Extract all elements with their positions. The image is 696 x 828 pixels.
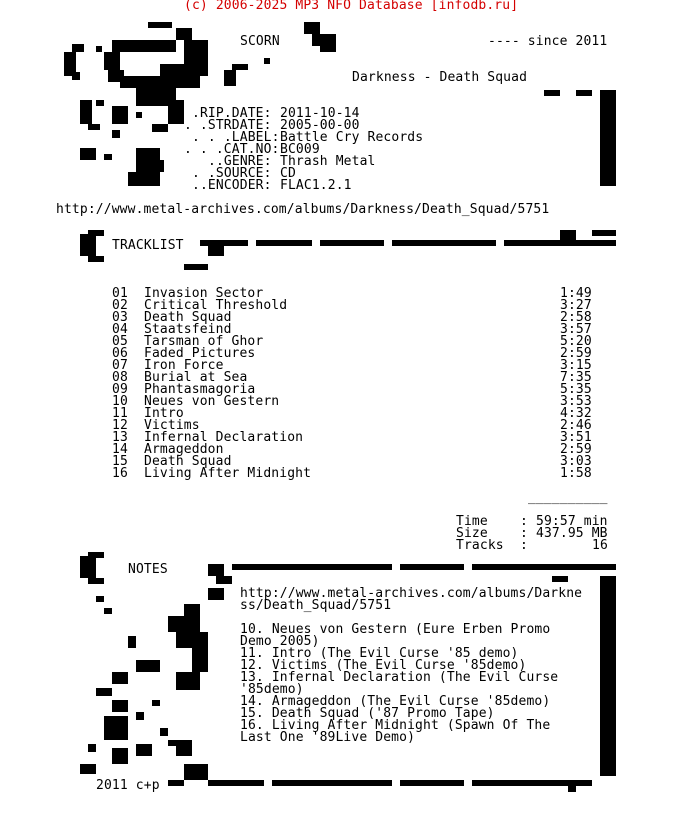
notes-line: Demo 2005)	[240, 634, 320, 649]
track-number: 08	[112, 370, 128, 385]
info-value: Battle Cry Records	[280, 130, 424, 145]
notes-line: 16. Living After Midnight (Spawn Of The	[240, 718, 551, 733]
track-duration: 3:53	[560, 394, 592, 409]
notes-line: 11. Intro (The Evil Curse '85 demo)	[240, 646, 519, 661]
tracklist-heading: TRACKLIST	[112, 238, 184, 253]
notes-line: 15. Death Squad ('87 Promo Tape)	[240, 706, 495, 721]
track-title: Living After Midnight	[144, 466, 312, 481]
info-value: 2005-00-00	[280, 118, 360, 133]
track-title: Tarsman of Ghor	[144, 334, 264, 349]
notes-line: 10. Neues von Gestern (Eure Erben Promo	[240, 622, 551, 637]
track-title: Iron Force	[144, 358, 224, 373]
track-number: 16	[112, 466, 128, 481]
size-value: 437.95 MB	[536, 526, 608, 541]
track-duration: 1:58	[560, 466, 592, 481]
track-duration: 2:58	[560, 310, 592, 325]
track-title: Infernal Declaration	[144, 430, 304, 445]
track-number: 05	[112, 334, 128, 349]
info-label: ..GENRE:	[208, 154, 272, 169]
track-number: 01	[112, 286, 128, 301]
track-duration: 1:49	[560, 286, 592, 301]
track-duration: 5:20	[560, 334, 592, 349]
info-label: . .STRDATE:	[184, 118, 272, 133]
notes-line: Last One '89Live Demo)	[240, 730, 416, 745]
track-duration: 3:03	[560, 454, 592, 469]
info-value: Thrash Metal	[280, 154, 376, 169]
tracks-value: 16	[592, 538, 608, 553]
notes-heading: NOTES	[128, 562, 168, 577]
time-label: Time	[456, 514, 488, 529]
info-label: . . .LABEL:	[192, 130, 280, 145]
summary-rule: __________	[528, 490, 608, 505]
notes-line: http://www.metal-archives.com/albums/Darkne	[240, 586, 583, 601]
track-number: 11	[112, 406, 128, 421]
tracks-label: Tracks	[456, 538, 504, 553]
track-duration: 3:57	[560, 322, 592, 337]
track-number: 03	[112, 310, 128, 325]
track-duration: 3:15	[560, 358, 592, 373]
track-number: 02	[112, 298, 128, 313]
track-title: Victims	[144, 418, 200, 433]
track-duration: 3:51	[560, 430, 592, 445]
footer-credit: 2011 c+p	[96, 778, 160, 793]
metal-archives-url: http://www.metal-archives.com/albums/Darkness/Death_Squad/5751	[56, 202, 550, 217]
track-number: 07	[112, 358, 128, 373]
track-title: Burial at Sea	[144, 370, 248, 385]
copyright-line: (c) 2006-2025 MP3 NFO Database [infodb.ru]	[184, 0, 519, 13]
track-number: 06	[112, 346, 128, 361]
track-number: 14	[112, 442, 128, 457]
notes-line: '85demo)	[240, 682, 304, 697]
track-title: Faded Pictures	[144, 346, 256, 361]
track-number: 09	[112, 382, 128, 397]
track-title: Armageddon	[144, 442, 224, 457]
time-value: 59:57 min	[536, 514, 608, 529]
info-value: FLAC1.2.1	[280, 178, 352, 193]
track-title: Phantasmagoria	[144, 382, 256, 397]
info-value: CD	[280, 166, 296, 181]
track-number: 13	[112, 430, 128, 445]
info-label: . .SOURCE:	[192, 166, 272, 181]
track-title: Invasion Sector	[144, 286, 264, 301]
track-number: 04	[112, 322, 128, 337]
track-title: Staatsfeind	[144, 322, 232, 337]
summary-colon: :	[520, 538, 528, 553]
info-label: .RIP.DATE:	[192, 106, 272, 121]
track-duration: 5:35	[560, 382, 592, 397]
track-title: Death Squad	[144, 454, 232, 469]
track-title: Neues von Gestern	[144, 394, 280, 409]
info-label: ..ENCODER:	[192, 178, 272, 193]
summary-colon: :	[520, 514, 528, 529]
track-duration: 3:27	[560, 298, 592, 313]
info-label: . . .CAT.NO:	[184, 142, 280, 157]
track-title: Death Squad	[144, 310, 232, 325]
track-title: Critical Threshold	[144, 298, 288, 313]
notes-line: 14. Armageddon (The Evil Curse '85demo)	[240, 694, 551, 709]
track-duration: 7:35	[560, 370, 592, 385]
since-text: ---- since 2011	[488, 34, 608, 49]
notes-line: 13. Infernal Declaration (The Evil Curse	[240, 670, 559, 685]
track-number: 12	[112, 418, 128, 433]
track-title: Intro	[144, 406, 184, 421]
summary-colon: :	[520, 526, 528, 541]
track-number: 15	[112, 454, 128, 469]
track-duration: 4:32	[560, 406, 592, 421]
info-value: 2011-10-14	[280, 106, 360, 121]
track-duration: 2:59	[560, 346, 592, 361]
notes-line: ss/Death_Squad/5751	[240, 598, 392, 613]
track-duration: 2:46	[560, 418, 592, 433]
info-value: BC009	[280, 142, 320, 157]
release-title: Darkness - Death Squad	[352, 70, 528, 85]
notes-line: 12. Victims (The Evil Curse '85demo)	[240, 658, 527, 673]
group-name: SCORN	[240, 34, 280, 49]
track-duration: 2:59	[560, 442, 592, 457]
track-number: 10	[112, 394, 128, 409]
size-label: Size	[456, 526, 488, 541]
